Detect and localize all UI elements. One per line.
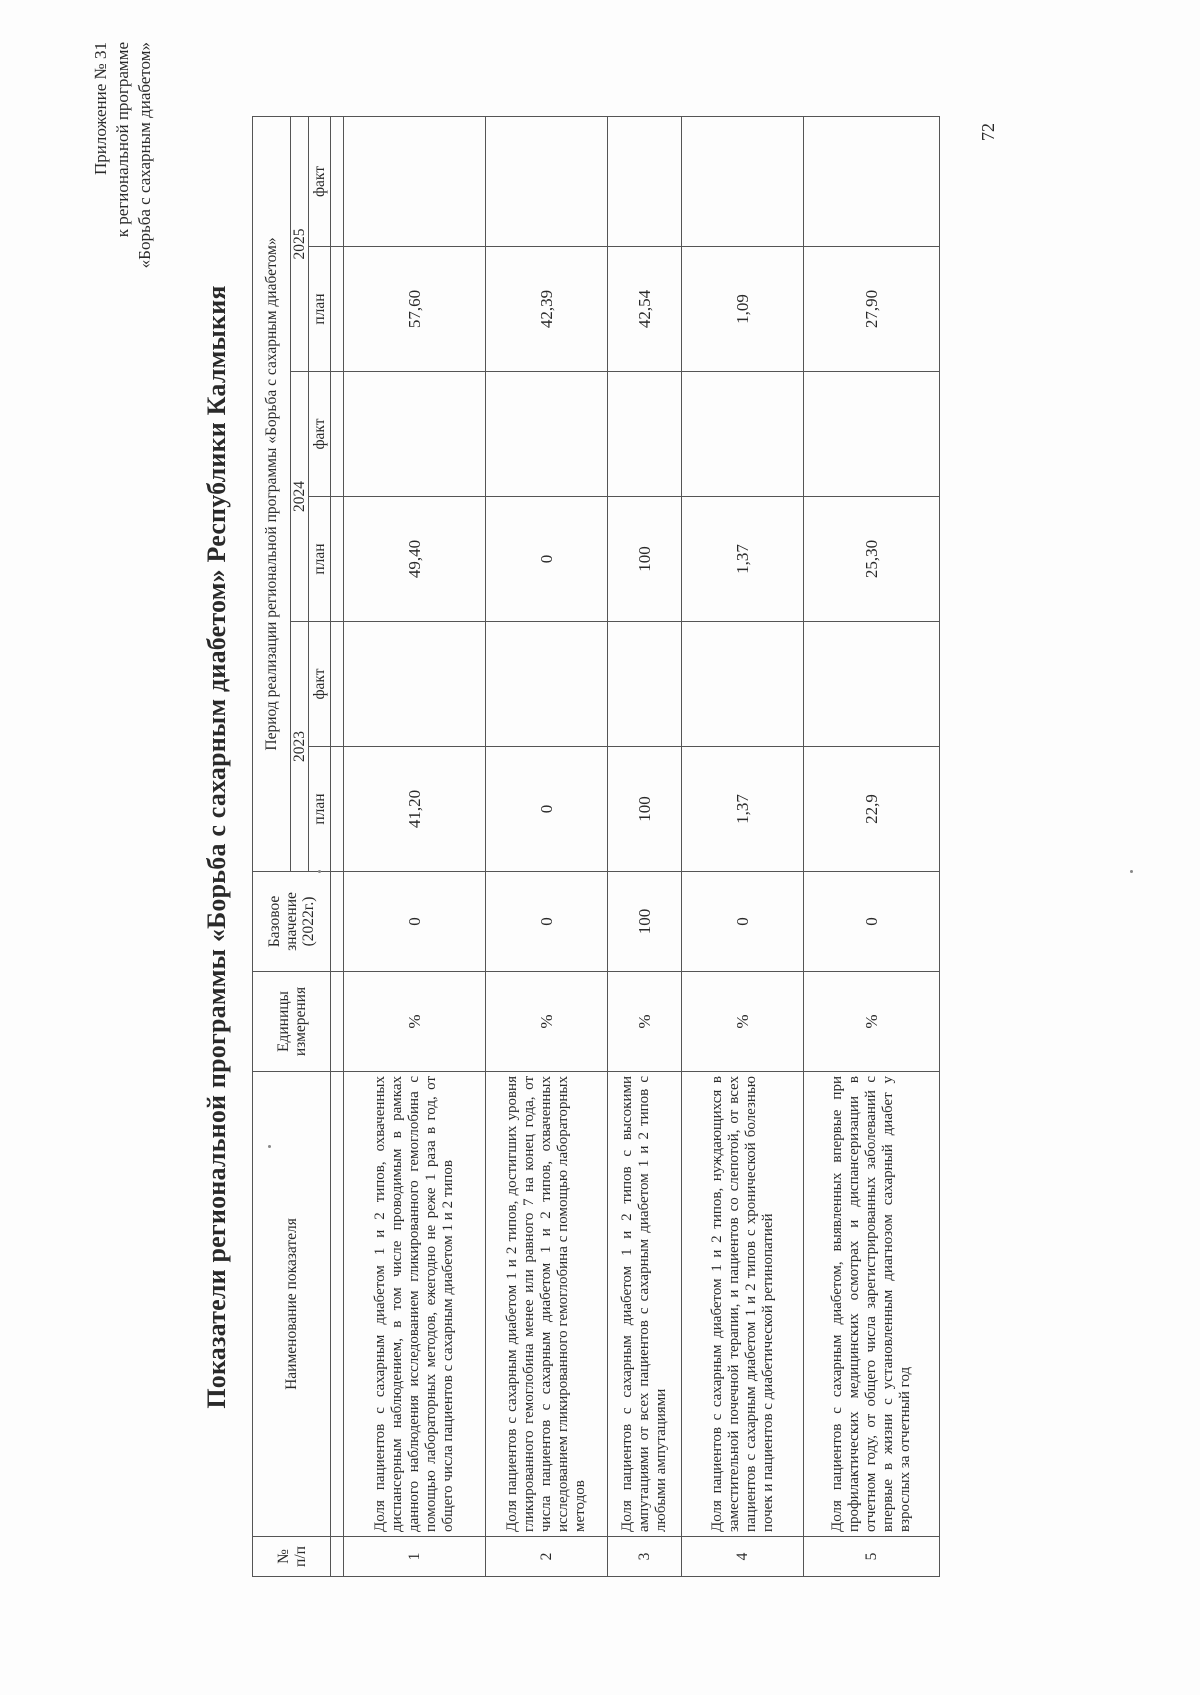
row-num: 3: [608, 1537, 682, 1577]
row-num: 5: [804, 1537, 940, 1577]
base-value: 100: [608, 872, 682, 972]
fact-2023: [486, 622, 608, 747]
plan-2025: 27,90: [804, 247, 940, 372]
appendix-line-2: к региональной программе: [113, 42, 132, 238]
header-fact: факт: [309, 372, 331, 497]
fact-2023: [608, 622, 682, 747]
plan-2025: 57,60: [344, 247, 486, 372]
units: %: [344, 972, 486, 1072]
header-plan: план: [309, 247, 331, 372]
fact-2024: [682, 372, 804, 497]
units: %: [804, 972, 940, 1072]
indicator-name: Доля пациентов с сахарным диабетом 1 и 2 типов, охваченных диспансерным наблюдением, в том числе проводимым в рамках данного наблюдения исследованием гликированного гемоглобина с помощью лабораторных методов, ежегодно не реже 1 раза в год, от общего числа пациентов с сахарным диабетом 1 и 2 типов: [344, 1072, 486, 1537]
table-row: [682, 116, 804, 1576]
fact-2025: [804, 116, 940, 246]
plan-2024: 0: [486, 497, 608, 622]
fact-2025: [344, 116, 486, 246]
units: %: [608, 972, 682, 1072]
scan-speck: [268, 1145, 271, 1148]
page-number: 72: [978, 123, 998, 141]
fact-2025: [486, 116, 608, 246]
header-units: Единицы измерения: [253, 972, 331, 1072]
header-base: Базовое значение (2022г.): [253, 872, 331, 972]
plan-2025: 1,09: [682, 247, 804, 372]
header-period: Период реализации региональной программы «Борьба с сахарным диабетом»: [253, 116, 291, 871]
units: %: [486, 972, 608, 1072]
fact-2024: [804, 372, 940, 497]
indicator-name: Доля пациентов с сахарным диабетом 1 и 2 типов, достигших уровня гликированного гемоглобина менее или равного 7 на конец года, от числа пациентов с сахарным диабетом 1 и 2 типов, охваченных исследованием гликированного гемоглобина с помощью лабораторных методов: [486, 1072, 608, 1537]
table-row: [344, 116, 486, 1576]
plan-2025: 42,54: [608, 247, 682, 372]
plan-2023: 41,20: [344, 747, 486, 872]
header-plan: план: [309, 497, 331, 622]
plan-2023: 100: [608, 747, 682, 872]
plan-2024: 25,30: [804, 497, 940, 622]
column-number-row: [331, 116, 344, 1576]
fact-2023: [682, 622, 804, 747]
header-year-2024: 2024: [291, 372, 309, 622]
header-fact: факт: [309, 116, 331, 246]
plan-2024: 100: [608, 497, 682, 622]
plan-2023: 0: [486, 747, 608, 872]
indicator-name: Доля пациентов с сахарным диабетом 1 и 2 типов, нуждающихся в заместительной почечной терапии, и пациентов со слепотой, от всех пациентов с сахарным диабетом 1 и 2 типов с хронической болезнью почек и пациентов с диабетической ретинопатией: [682, 1072, 804, 1537]
plan-2023: 1,37: [682, 747, 804, 872]
header-name: Наименование показателя: [253, 1072, 331, 1537]
table-row: [486, 116, 608, 1576]
table-row: [804, 116, 940, 1576]
base-value: 0: [682, 872, 804, 972]
plan-2025: 42,39: [486, 247, 608, 372]
base-value: 0: [344, 872, 486, 972]
fact-2025: [608, 116, 682, 246]
scan-speck: [318, 870, 321, 873]
fact-2024: [344, 372, 486, 497]
fact-2023: [804, 622, 940, 747]
plan-2023: 22,9: [804, 747, 940, 872]
rotated-sheet: [91, 42, 1130, 1617]
indicator-name: Доля пациентов с сахарным диабетом 1 и 2 типов с высокими ампутациями от всех пациентов с сахарным диабетом 1 и 2 типов с любыми ампутациями: [608, 1072, 682, 1537]
fact-2023: [344, 622, 486, 747]
row-num: 2: [486, 1537, 608, 1577]
appendix-note: [90, 42, 156, 442]
scan-speck: [1130, 870, 1133, 873]
fact-2024: [486, 372, 608, 497]
fact-2025: [682, 116, 804, 246]
header-plan: план: [309, 747, 331, 872]
plan-2024: 49,40: [344, 497, 486, 622]
row-num: 1: [344, 1537, 486, 1577]
table-row: [608, 116, 682, 1576]
units: %: [682, 972, 804, 1072]
header-year-2023: 2023: [291, 622, 309, 872]
header-year-2025: 2025: [291, 116, 309, 371]
header-fact: факт: [309, 622, 331, 747]
fact-2024: [608, 372, 682, 497]
appendix-line-3: «Борьба с сахарным диабетом»: [135, 42, 154, 269]
plan-2024: 1,37: [682, 497, 804, 622]
header-num: № п/п: [253, 1537, 331, 1577]
indicators-table: [252, 116, 940, 1577]
appendix-line-1: Приложение № 31: [91, 42, 110, 175]
document-title: Показатели региональной программы «Борьба с сахарным диабетом» Республики Калмыкия: [202, 285, 231, 1409]
indicator-name: Доля пациентов с сахарным диабетом, выявленных впервые при профилактических медицинских осмотрах и диспансеризации в отчетном году, от общего числа зарегистрированных заболеваний с впервые в жизни с установленным диагнозом сахарный диабет у взрослых за отчетный год: [804, 1072, 940, 1537]
base-value: 0: [804, 872, 940, 972]
base-value: 0: [486, 872, 608, 972]
row-num: 4: [682, 1537, 804, 1577]
